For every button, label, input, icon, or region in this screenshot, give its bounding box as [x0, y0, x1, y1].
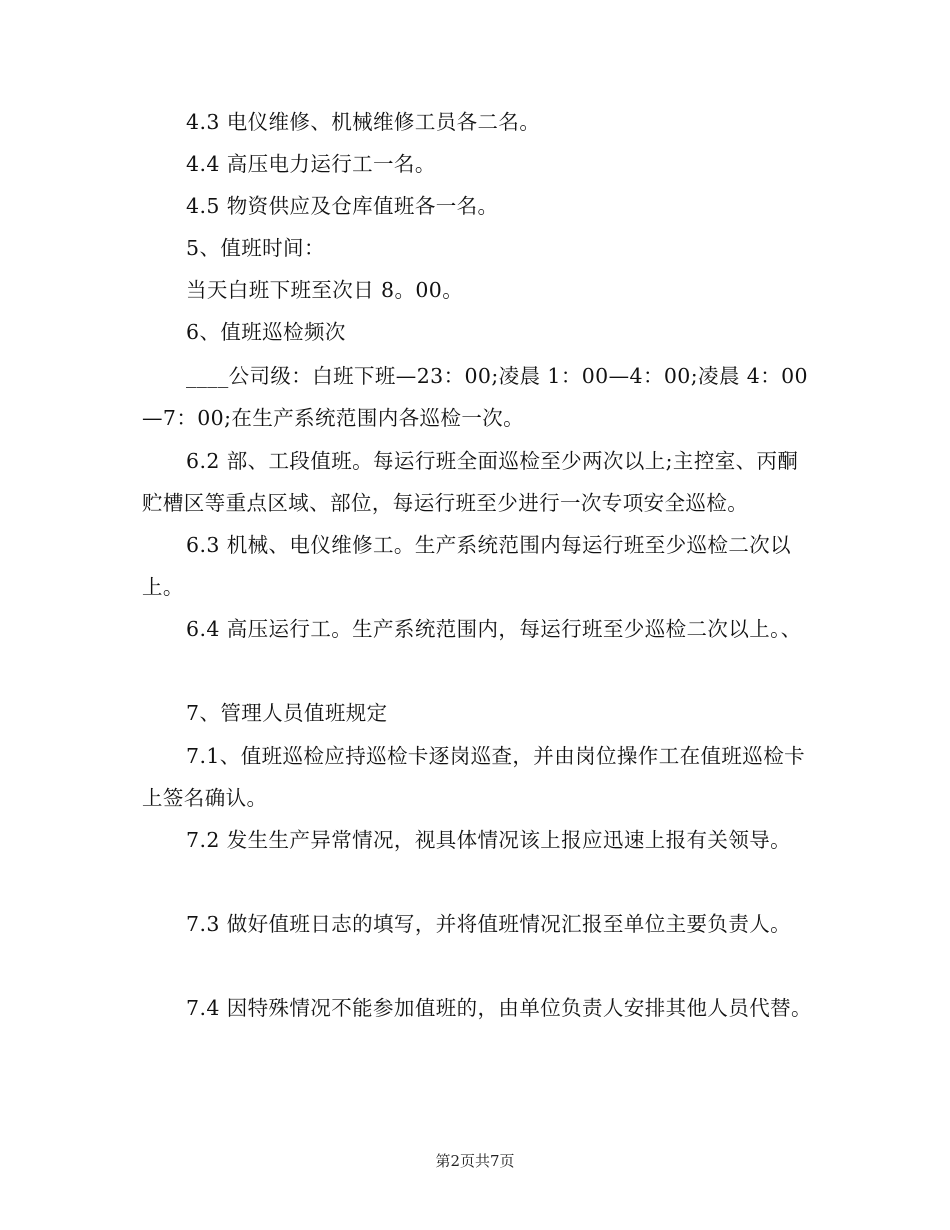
heading-5-duty-time: 5、值班时间：: [186, 236, 325, 260]
paragraph-7-4: 7.4 因特殊情况不能参加值班的，由单位负责人安排其他人员代替。: [186, 996, 812, 1020]
paragraph-7-2: 7.2 发生生产异常情况，视具体情况该上报应迅速上报有关领导。: [186, 828, 792, 852]
heading-6-inspection-frequency: 6、值班巡检频次: [186, 320, 346, 344]
page-number-footer: 第2页共7页: [435, 1152, 515, 1170]
paragraph-6-2: 6.2 部、工段值班。每运行班全面巡检至少两次以上;主控室、丙酮贮槽区等重点区域、部位，每运行班至少进行一次专项安全巡检。: [142, 449, 799, 515]
paragraph-7-1: 7.1、值班巡检应持巡检卡逐岗巡查，并由岗位操作工在值班巡检卡上签名确认。: [142, 744, 805, 810]
paragraph-7-3: 7.3 做好值班日志的填写，并将值班情况汇报至单位主要负责人。: [186, 912, 792, 936]
paragraph-4-4: 4.4 高压电力运行工一名。: [186, 152, 436, 176]
paragraph-6-3: 6.3 机械、电仪维修工。生产系统范围内每运行班至少巡检二次以上。: [142, 533, 792, 599]
paragraph-duty-time: 当天白班下班至次日 8。00。: [186, 278, 464, 302]
paragraph-4-3: 4.3 电仪维修、机械维修工员各二名。: [186, 110, 541, 134]
paragraph-company-level: ____公司级：白班下班—23：00;凌晨 1：00—4：00;凌晨 4：00—7：00;在生产系统范围内各巡检一次。: [142, 364, 809, 430]
paragraph-4-5: 4.5 物资供应及仓库值班各一名。: [186, 194, 499, 218]
heading-7-management-rules: 7、管理人员值班规定: [186, 701, 388, 725]
paragraph-6-4: 6.4 高压运行工。生产系统范围内，每运行班至少巡检二次以上。、: [186, 617, 802, 641]
